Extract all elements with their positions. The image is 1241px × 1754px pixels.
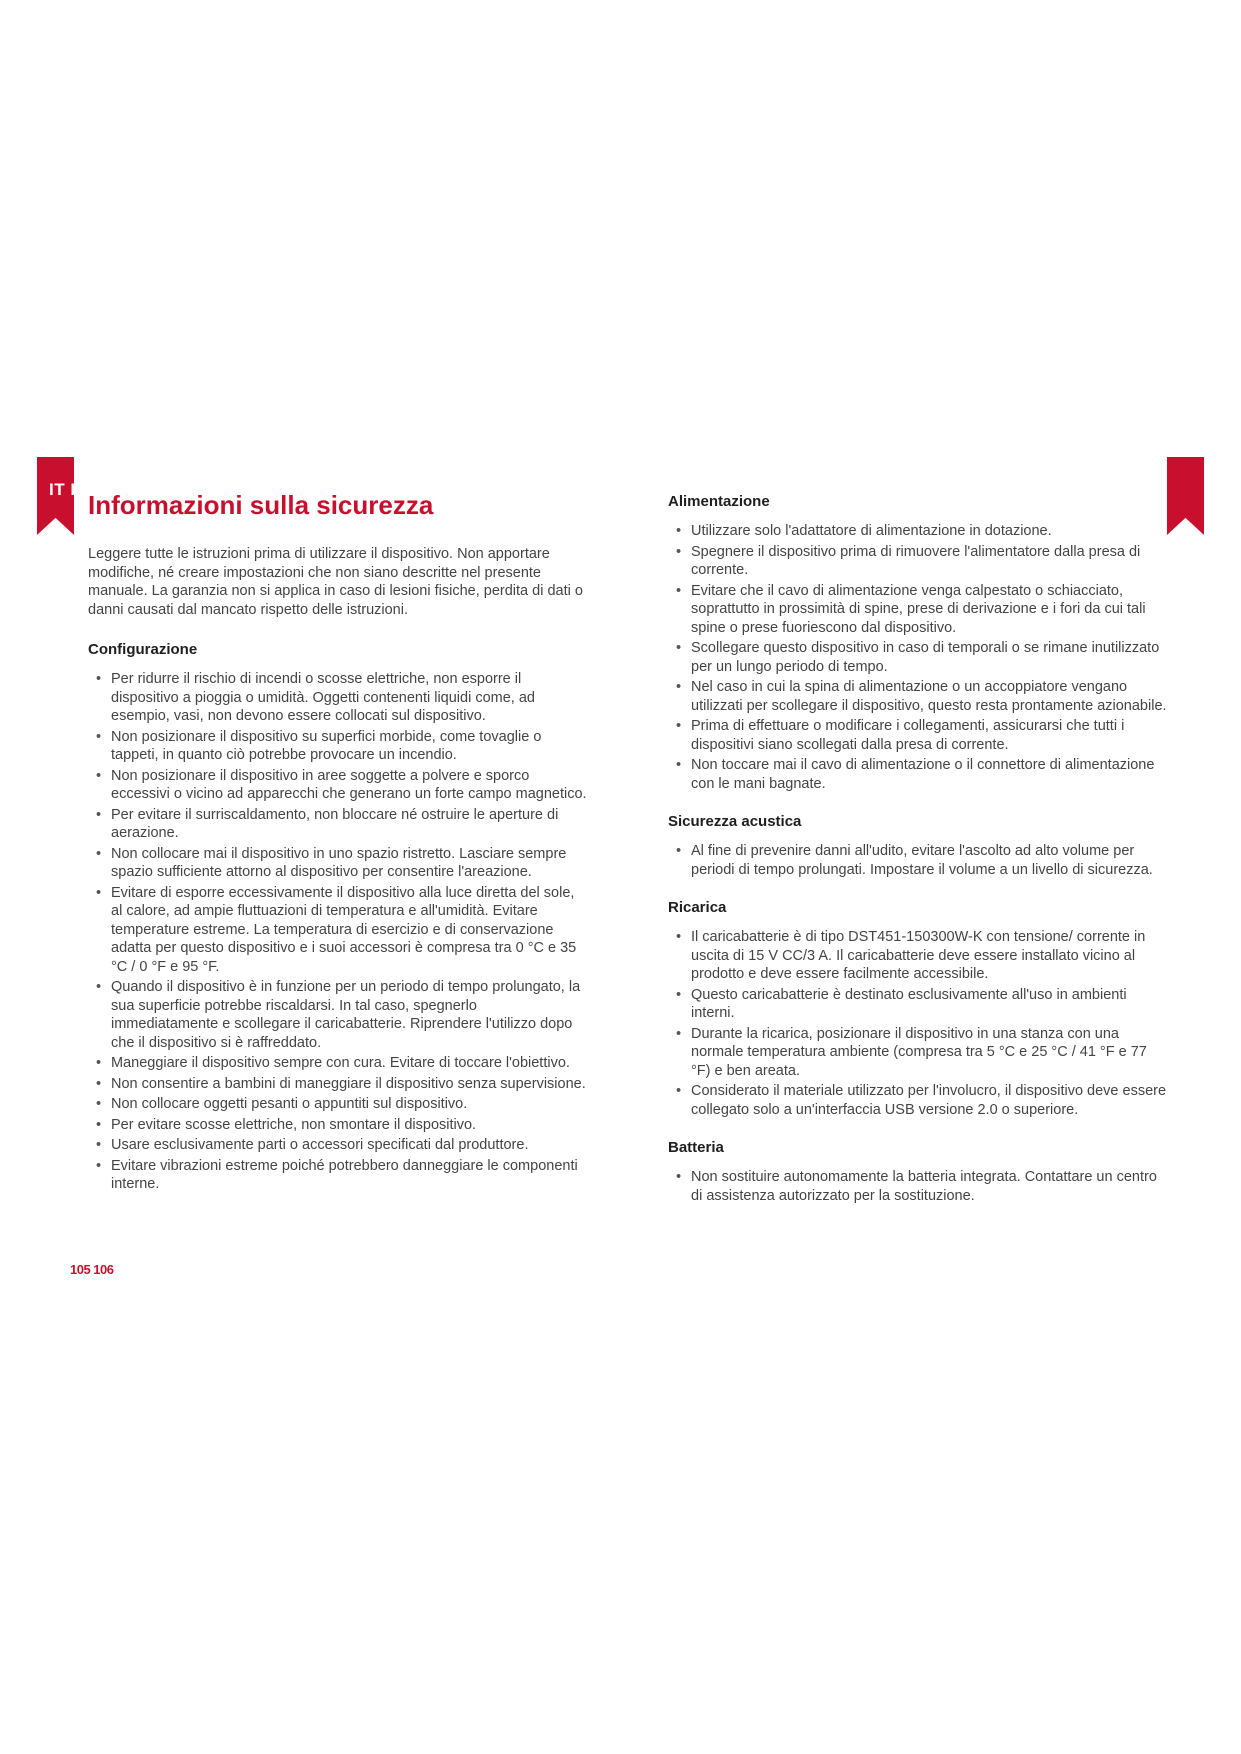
list-item: • Per evitare scosse elettriche, non smontare il dispositivo. bbox=[88, 1116, 588, 1135]
list-item: • Prima di effettuare o modificare i collegamenti, assicurarsi che tutti i dispositivi siano scollegati dalla presa di corrente. bbox=[668, 717, 1168, 754]
list-item: • Quando il dispositivo è in funzione per un periodo di tempo prolungato, la sua superficie potrebbe riscaldarsi. In tal caso, spegnerlo immediatamente e scollegare il caricabatterie. Riprendere l'utilizzo dopo che il dispositivo si è raffreddato. bbox=[88, 978, 588, 1052]
list-item: • Non sostituire autonomamente la batteria integrata. Contattare un centro di assistenza autorizzato per la sostituzione. bbox=[668, 1168, 1168, 1205]
list-item: • Nel caso in cui la spina di alimentazione o un accoppiatore vengano utilizzati per scollegare il dispositivo, questo resta prontamente azionabile. bbox=[668, 678, 1168, 715]
ricarica-list bbox=[668, 928, 1168, 1119]
section-heading-ricarica: Ricarica bbox=[668, 899, 727, 916]
list-item: • Per evitare il surriscaldamento, non bloccare né ostruire le aperture di aerazione. bbox=[88, 806, 588, 843]
sicurezza-acustica-list bbox=[668, 842, 1168, 879]
batteria-list bbox=[668, 1168, 1168, 1205]
list-item: • Evitare vibrazioni estreme poiché potrebbero danneggiare le componenti interne. bbox=[88, 1157, 588, 1194]
list-item: • Non posizionare il dispositivo su superfici morbide, come tovaglie o tappeti, in quanto ciò potrebbe provocare un incendio. bbox=[88, 728, 588, 765]
page-numbers: 105 106 bbox=[70, 1262, 114, 1277]
list-item: • Non toccare mai il cavo di alimentazione o il connettore di alimentazione con le mani bagnate. bbox=[668, 756, 1168, 793]
left-column bbox=[88, 545, 588, 1212]
section-heading-alimentazione: Alimentazione bbox=[668, 493, 770, 510]
list-item: • Scollegare questo dispositivo in caso di temporali o se rimane inutilizzato per un lungo periodo di tempo. bbox=[668, 639, 1168, 676]
section-heading-configurazione: Configurazione bbox=[88, 641, 198, 658]
list-item: • Il caricabatterie è di tipo DST451-150300W-K con tensione/ corrente in uscita di 15 V CC/3 A. Il caricabatterie deve essere installato vicino al prodotto e deve essere facilmente accessibile. bbox=[668, 928, 1168, 984]
right-column bbox=[668, 493, 1168, 1225]
list-item: • Non collocare mai il dispositivo in uno spazio ristretto. Lasciare sempre spazio sufficiente attorno al dispositivo per consentire l'areazione. bbox=[88, 845, 588, 882]
list-item: • Evitare di esporre eccessivamente il dispositivo alla luce diretta del sole, al calore, ad ampie fluttuazioni di temperatura e all'umidità. Evitare temperature estreme. La temperatura di esercizio e di conservazione adatta per questo dispositivo e i suoi accessori è compresa tra 0 °C e 35 °C / 0 °F e 95 °F. bbox=[88, 884, 588, 977]
list-item: • Durante la ricarica, posizionare il dispositivo in una stanza con una normale temperatura ambiente (compresa tra 5 °C e 25 °C / 41 °F e 77 °F) e ben areata. bbox=[668, 1025, 1168, 1081]
list-item: • Non collocare oggetti pesanti o appuntiti sul dispositivo. bbox=[88, 1095, 588, 1114]
section-heading-batteria: Batteria bbox=[668, 1139, 724, 1156]
language-tag: IT I bbox=[49, 480, 76, 499]
alimentazione-list bbox=[668, 522, 1168, 793]
list-item: • Al fine di prevenire danni all'udito, evitare l'ascolto ad alto volume per periodi di tempo prolungati. Impostare il volume a un livello di sicurezza. bbox=[668, 842, 1168, 879]
page-title: Informazioni sulla sicurezza bbox=[88, 490, 434, 520]
list-item: • Maneggiare il dispositivo sempre con cura. Evitare di toccare l'obiettivo. bbox=[88, 1054, 588, 1073]
list-item: • Questo caricabatterie è destinato esclusivamente all'uso in ambienti interni. bbox=[668, 986, 1168, 1023]
configurazione-list bbox=[88, 670, 588, 1194]
list-item: • Considerato il materiale utilizzato per l'involucro, il dispositivo deve essere collegato solo a un'interfaccia USB versione 2.0 o superiore. bbox=[668, 1082, 1168, 1119]
list-item: • Usare esclusivamente parti o accessori specificati dal produttore. bbox=[88, 1136, 588, 1155]
intro-paragraph: Leggere tutte le istruzioni prima di utilizzare il dispositivo. Non apportare modifiche, né creare impostazioni che non siano descritte nel presente manuale. La garanzia non si applica in caso di lesioni fisiche, perdita di dati o danni causati dal mancato rispetto delle istruzioni. bbox=[88, 546, 583, 618]
list-item: • Non consentire a bambini di maneggiare il dispositivo senza supervisione. bbox=[88, 1075, 588, 1094]
section-heading-sicurezza-acustica: Sicurezza acustica bbox=[668, 813, 802, 830]
list-item: • Spegnere il dispositivo prima di rimuovere l'alimentatore dalla presa di corrente. bbox=[668, 543, 1168, 580]
list-item: • Per ridurre il rischio di incendi o scosse elettriche, non esporre il dispositivo a pioggia o umidità. Oggetti contenenti liquidi come, ad esempio, vasi, non devono essere collocati sul dispositivo. bbox=[88, 670, 588, 726]
list-item: • Non posizionare il dispositivo in aree soggette a polvere e sporco eccessivi o vicino ad apparecchi che generano un forte campo magnetico. bbox=[88, 767, 588, 804]
list-item: • Evitare che il cavo di alimentazione venga calpestato o schiacciato, soprattutto in prossimità di spine, prese di derivazione e i fori da cui tali spine o prese fuoriescono dal dispositivo. bbox=[668, 582, 1168, 638]
list-item: • Utilizzare solo l'adattatore di alimentazione in dotazione. bbox=[668, 522, 1168, 541]
